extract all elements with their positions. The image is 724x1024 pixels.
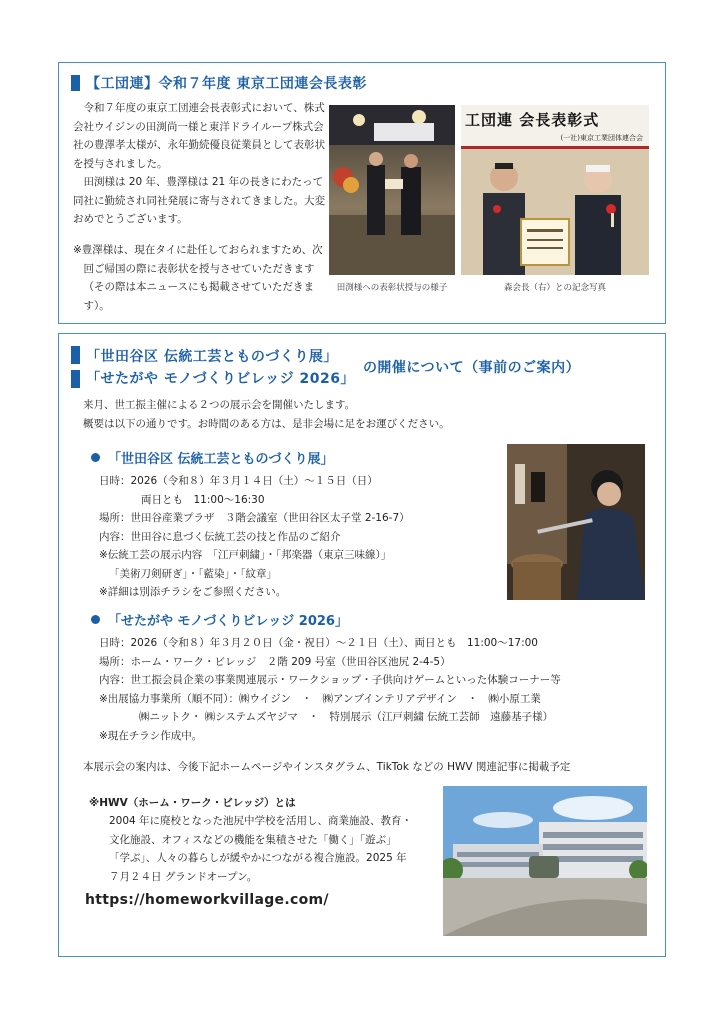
event1-heading	[91, 448, 334, 467]
bullet-dot	[91, 453, 100, 462]
event2-details	[99, 634, 659, 745]
award-note: ※豊澤様は、現在タイに赴任しておられますため、次回ご帰国の際に表彰状を授与させていただきます（その際は本ニュースにも掲載させていただきます）。	[73, 244, 323, 312]
ceremony-banner	[461, 105, 649, 149]
award-para-2: 田渕様は 20 年、豊澤様は 21 年の長きにわたって同社に勤続され同社発展に寄与されてきました。大変おめでとうございます。	[73, 176, 325, 225]
exhibition-title-line-1: 「世田谷区 伝統工芸とものづくり展」	[86, 349, 338, 365]
intro-line-1: 来月、世工振主催による２つの展示会を開催いたします。	[83, 399, 356, 411]
craftsman-photo	[507, 444, 645, 600]
award-section	[58, 62, 666, 324]
commemorative-photo-caption: 森会長（右）との記念写真	[503, 283, 606, 293]
title-marker	[71, 346, 80, 364]
event1-date: 日時：2026（令和８）年３月１４日（土）〜１５日（日）	[99, 475, 378, 487]
exhibition-announcement: 本展示会の案内は、今後下記ホームページやインスタグラム、TikTok などの HWV 関連記事に掲載予定	[83, 761, 571, 773]
award-body	[73, 99, 329, 229]
title-lines	[86, 346, 355, 388]
hwv-line-1: 2004 年に廃校となった池尻中学校を活用し、商業施設、教育・	[109, 815, 413, 827]
intro-line-2: 概要は以下の通りです。お時間のある方は、是非会場に足をお運びください。	[83, 417, 450, 430]
event2-place: 場所：ホーム・ワーク・ビレッジ ２階 209 号室（世田谷区池尻 2-4-5）	[99, 655, 451, 668]
exhibition-intro	[83, 396, 643, 433]
event1-time: 両日とも 11:00〜16:30	[141, 493, 265, 506]
exhibition-section	[58, 333, 666, 957]
event2-title: 「せたがや モノづくりビレッジ 2026」	[108, 614, 348, 629]
hwv-line-2: 文化施設、オフィスなどの機能を集積させた「働く」「遊ぶ」	[109, 833, 397, 846]
event2-heading	[91, 610, 348, 629]
ceremony-illustration	[329, 105, 455, 275]
event2-date: 日時：2026（令和８）年３月２０日（金・祝日）〜２１日（土）、両日とも 11:00〜17:00	[99, 637, 538, 649]
event1-details-note: ※詳細は別添チラシをご参照ください。	[99, 586, 287, 598]
award-para-1: 令和７年度の東京工団連会長表彰式において、株式会社ウイジンの田渕尚一様と東洋ドライループ株式会社の豊澤孝太様が、永年勤続優良従業員として表彰状を授与されました。	[73, 102, 325, 170]
award-section-title	[71, 73, 367, 93]
event1-place: 場所：世田谷産業プラザ ３階会議室（世田谷区太子堂 2-16-7）	[99, 512, 410, 524]
event1-exhibit-line-2: 「美術刀剣研ぎ」・「藍染」・「紋章」	[109, 567, 277, 580]
event1-details	[99, 472, 509, 602]
ceremony-photo-caption: 田渕様への表彰状授与の様子	[336, 283, 448, 293]
craftsman-illustration	[507, 444, 645, 600]
commemorative-illustration	[461, 149, 649, 275]
event2-cooperators-line-2: ㈱ニットク・ ㈱システムズヤジマ ・ 特別展示（江戸刺繍 伝統工芸師 遠藤基子様）	[139, 711, 554, 723]
event2-content: 内容：世工振会員企業の事業関連展示・ワークショップ・子供向けゲームといった体験コーナー等	[99, 674, 561, 686]
award-ceremony-photo	[329, 105, 455, 275]
title-marker	[71, 370, 80, 388]
building-illustration	[443, 786, 647, 936]
exhibition-title-suffix: の開催について（事前のご案内）	[362, 360, 581, 376]
title-marker	[71, 75, 80, 91]
event1-content: 内容：世田谷に息づく伝統工芸の技と作品のご紹介	[99, 530, 341, 543]
hwv-heading: ※HWV（ホーム・ワーク・ビレッジ）とは	[89, 797, 296, 809]
hwv-line-4: ７月２４日 グランドオープン。	[109, 870, 258, 883]
bullet-dot	[91, 615, 100, 624]
hwv-line-3: 「学ぶ」、人々の暮らしが緩やかにつながる複合施設。2025 年	[109, 852, 407, 864]
title-markers	[71, 346, 80, 388]
event2-flyer-note: ※現在チラシ作成中。	[99, 729, 203, 742]
hwv-description	[109, 812, 459, 886]
banner-title: 工団連 会長表彰式	[465, 111, 600, 129]
hwv-building-photo	[443, 786, 647, 936]
hwv-url-link[interactable]: https://homeworkvillage.com/	[85, 892, 329, 908]
event1-exhibit-line-1: ※伝統工芸の展示内容 「江戸刺繍」・「邦楽器（東京三味線）」	[99, 549, 392, 561]
exhibition-title-line-2: 「せたがや モノづくりビレッジ 2026」	[86, 371, 355, 387]
exhibition-section-title	[71, 346, 580, 388]
banner-subtitle: (一社)東京工業団体連合会	[560, 134, 643, 142]
event1-title: 「世田谷区 伝統工芸とものづくり展」	[108, 452, 334, 467]
award-title: 【工団連】令和７年度 東京工団連会長表彰	[86, 76, 367, 92]
commemorative-photo	[461, 105, 649, 275]
event2-cooperators-line-1: ※出展協力事業所（順不同）：㈱ウイジン ・ ㈱アンブインテリアデザイン ・ ㈱小原工業	[99, 692, 541, 705]
